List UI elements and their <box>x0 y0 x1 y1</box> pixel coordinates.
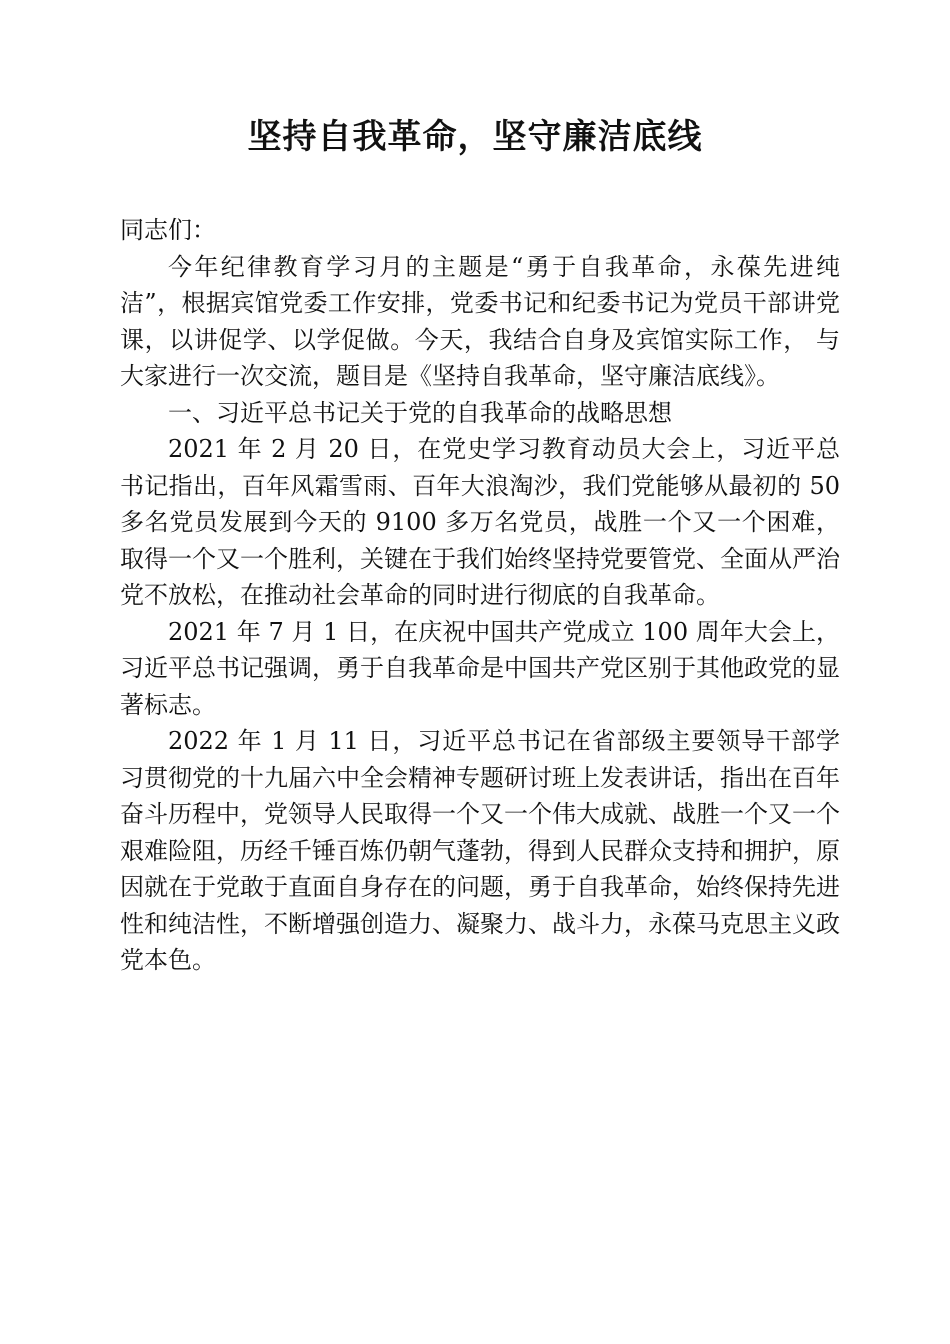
paragraph-2022-jan: 2022 年 1 月 11 日，习近平总书记在省部级主要领导干部学习贯彻党的十九届六中全会精神专题研讨班上发表讲话，指出在百年奋斗历程中，党领导人民取得一个又一个伟大成就、战胜一个又一个艰难险阻，历经千锤百炼仍朝气蓬勃，得到人民群众支持和拥护，原因就在于党敢于直面自身存在的问题，勇于自我革命，始终保持先进性和纯洁性，不断增强创造力、凝聚力、战斗力，永葆马克思主义政党本色。 <box>120 727 840 974</box>
section-heading: 一、习近平总书记关于党的自我革命的战略思想 <box>168 398 672 427</box>
paragraph-2021-jul: 2021 年 7 月 1 日，在庆祝中国共产党成立 100 周年大会上， 习近平总书记强调，勇于自我革命是中国共产党区别于其他政党的显著标志。 <box>120 617 840 719</box>
paragraph-2021-feb: 2021 年 2 月 20 日，在党史学习教育动员大会上，习近平总书记指出，百年风霜雪雨、百年大浪淘沙，我们党能够从最初的 50 多名党员发展到今天的 9100 多万名党员，战胜一个又一个困难，取得一个又一个胜利，关键在于我们始终坚持党要管党、全面从严治党不放松，在推动社会革命的同时进行彻底的自我革命。 <box>120 435 840 609</box>
document-title: 坚持自我革命，坚守廉洁底线 <box>247 117 703 157</box>
salutation: 同志们： <box>120 216 216 244</box>
paragraph-intro: 今年纪律教育学习月的主题是“勇于自我革命，永葆先进纯洁”，根据宾馆党委工作安排，党委书记和纪委书记为党员干部讲党课，以讲促学、以学促做。今天，我结合自身及宾馆实际工作， 与大家进行一次交流，题目是《坚持自我革命，坚守廉洁底线》。 <box>120 252 840 390</box>
document-body <box>120 212 840 979</box>
